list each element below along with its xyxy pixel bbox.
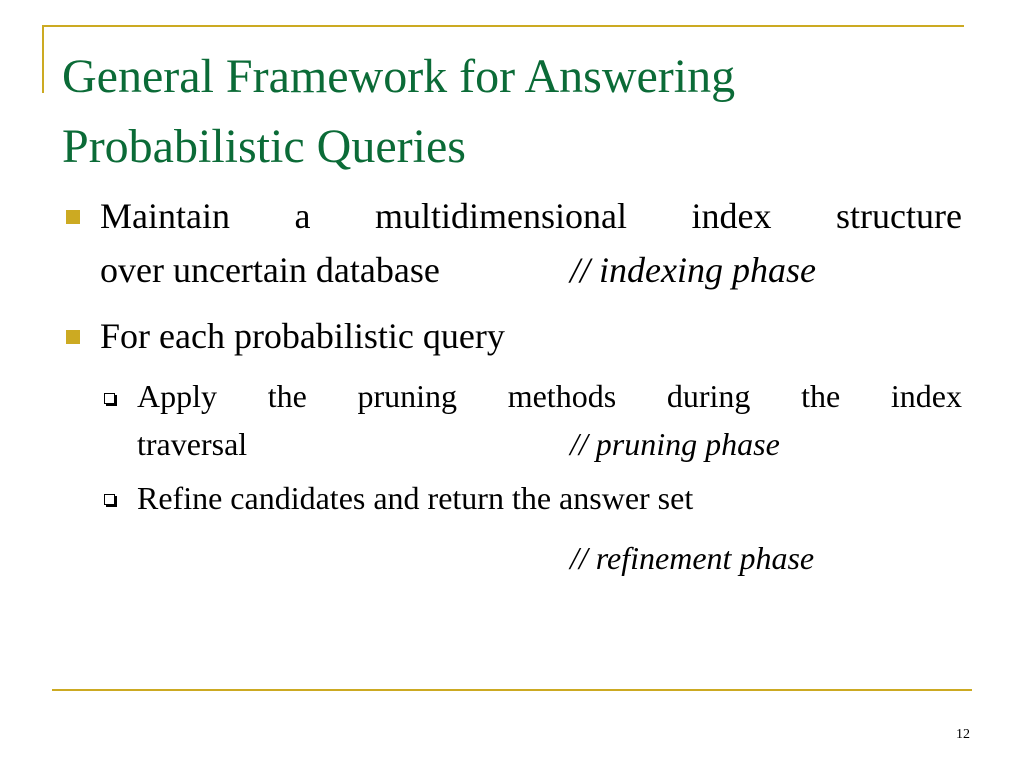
left-rule: [42, 25, 44, 93]
bullet-1-word: structure: [836, 196, 962, 236]
pruning-phase-comment: // pruning phase: [570, 426, 780, 462]
slide-number: 12: [956, 727, 970, 742]
slide-title: [62, 42, 962, 182]
indexing-phase-comment: // indexing phase: [570, 250, 816, 290]
bullet-1-word: index: [691, 196, 772, 236]
sub-bullet-1-word: the: [267, 378, 307, 414]
bullet-1-word: Maintain: [100, 196, 230, 236]
square-bullet-icon: [66, 330, 80, 344]
sub-bullet-2-text: Refine candidates and return the answer set: [137, 480, 694, 516]
sub-bullet-1-word: the: [801, 378, 841, 414]
sub-bullet-1-word: Apply: [137, 378, 217, 414]
sub-bullet-1-word: methods: [507, 378, 617, 414]
title-line-1: General Framework for Answering: [62, 50, 736, 103]
square-bullet-icon: [66, 210, 80, 224]
bullet-1-line-2: over uncertain database: [100, 250, 440, 290]
top-rule: [42, 25, 964, 27]
bullet-1-word: a: [294, 196, 311, 236]
sub-bullet-1-line-2: traversal: [137, 426, 248, 462]
hollow-square-bullet-icon: [104, 494, 115, 505]
sub-bullet-1-line-1: [137, 378, 962, 414]
bullet-1-line-1: [100, 196, 962, 236]
sub-bullet-1-word: during: [666, 378, 751, 414]
bullet-1-word: multidimensional: [375, 196, 627, 236]
sub-bullet-1-word: pruning: [357, 378, 458, 414]
sub-bullet-1-word: index: [890, 378, 962, 414]
title-line-2: Probabilistic Queries: [62, 120, 466, 173]
bottom-rule: [52, 689, 972, 691]
bullet-2-text: For each probabilistic query: [100, 316, 505, 356]
refinement-phase-comment: // refinement phase: [570, 540, 815, 576]
hollow-square-bullet-icon: [104, 393, 115, 404]
